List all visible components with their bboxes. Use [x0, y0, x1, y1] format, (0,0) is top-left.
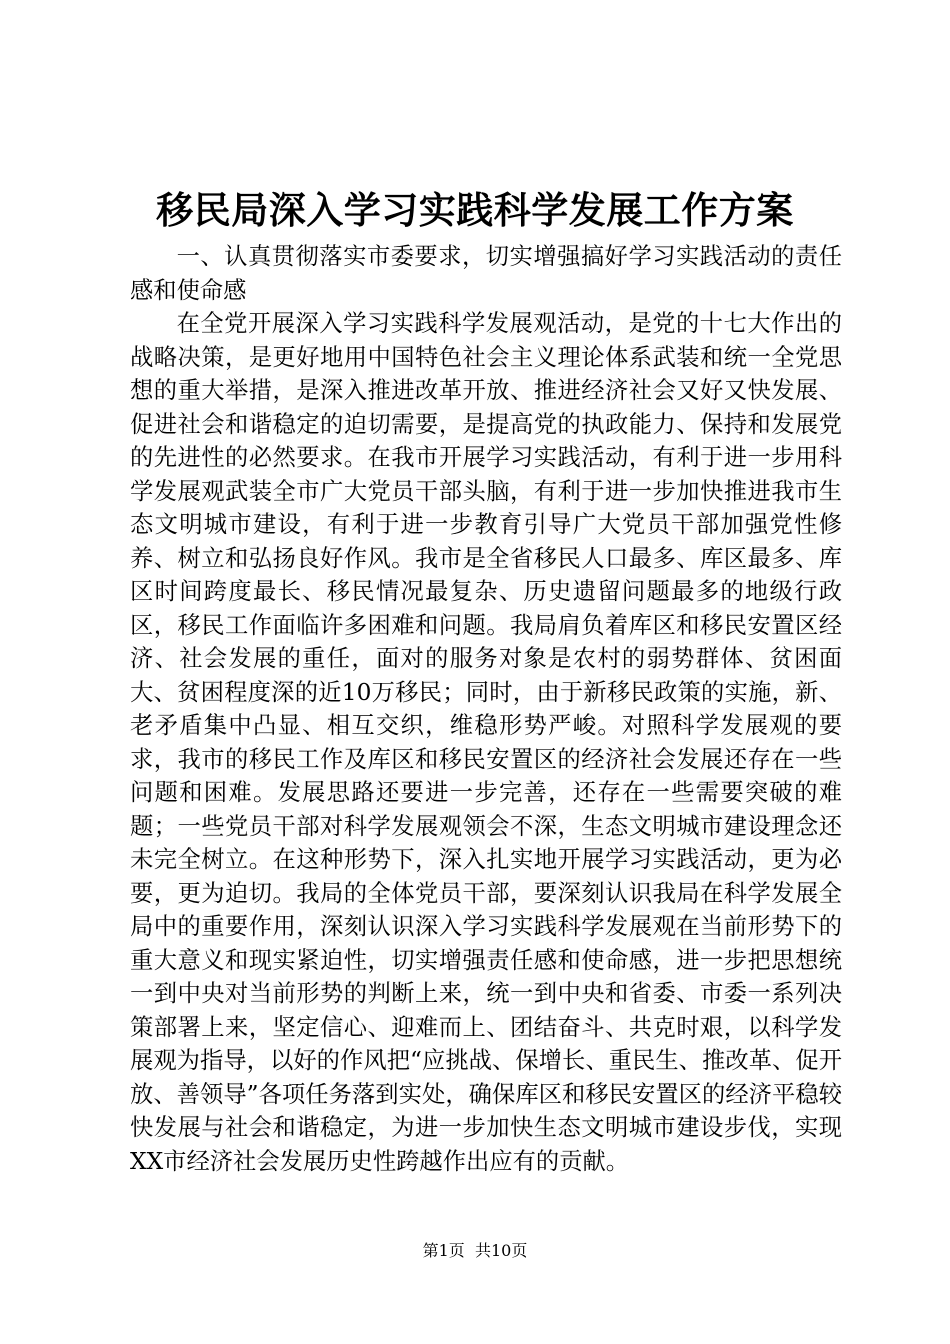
page-footer — [0, 1240, 950, 1262]
body-paragraph: 在全党开展深入学习实践科学发展观活动，是党的十七大作出的战略决策，是更好地用中国特色社会主义理论体系武装和统一全党思想的重大举措，是深入推进改革开放、推进经济社会又好又快发展、促进社会和谐稳定的迫切需要，是提高党的执政能力、保持和发展党的先进性的必然要求。在我市开展学习实践活动，有利于进一步用科学发展观武装全市广大党员干部头脑，有利于进一步加快推进我市生态文明城市建设，有利于进一步教育引导广大党员干部加强党性修养、树立和弘扬良好作风。我市是全省移民人口最多、库区最多、库区时间跨度最长、移民情况最复杂、历史遗留问题最多的地级行政区，移民工作面临许多困难和问题。我局肩负着库区和移民安置区经济、社会发展的重任，面对的服务对象是农村的弱势群体、贫困面大、贫困程度深的近10万移民；同时，由于新移民政策的实施，新、老矛盾集中凸显、相互交织，维稳形势严峻。对照科学发展观的要求，我市的移民工作及库区和移民安置区的经济社会发展还存在一些问题和困难。发展思路还要进一步完善，还存在一些需要突破的难题；一些党员干部对科学发展观领会不深，生态文明城市建设理念还未完全树立。在这种形势下，深入扎实地开展学习实践活动，更为必要，更为迫切。我局的全体党员干部，要深刻认识我局在科学发展全局中的重要作用，深刻认识深入学习实践科学发展观在当前形势下的重大意义和现实紧迫性，切实增强责任感和使命感，进一步把思想统一到中央对当前形势的判断上来，统一到中央和省委、市委一系列决策部署上来，坚定信心、迎难而上、团结奋斗、共克时艰，以科学发展观为指导，以好的作风把“应挑战、保增长、重民生、推改革、促开放、善领导”各项任务落到实处，确保库区和移民安置区的经济平稳较快发展与社会和谐稳定，为进一步加快生态文明城市建设步伐，实现XX市经济社会发展历史性跨越作出应有的贡献。 — [130, 310, 842, 1175]
document-body — [130, 240, 842, 1178]
footer-spacer — [465, 1241, 475, 1260]
page-number: 第1页 — [422, 1241, 465, 1260]
page-total: 共10页 — [474, 1241, 528, 1260]
document-title: 移民局深入学习实践科学发展工作方案 — [156, 188, 794, 232]
section-heading: 一、认真贯彻落实市委要求，切实增强搞好学习实践活动的责任感和使命感 — [130, 243, 842, 304]
